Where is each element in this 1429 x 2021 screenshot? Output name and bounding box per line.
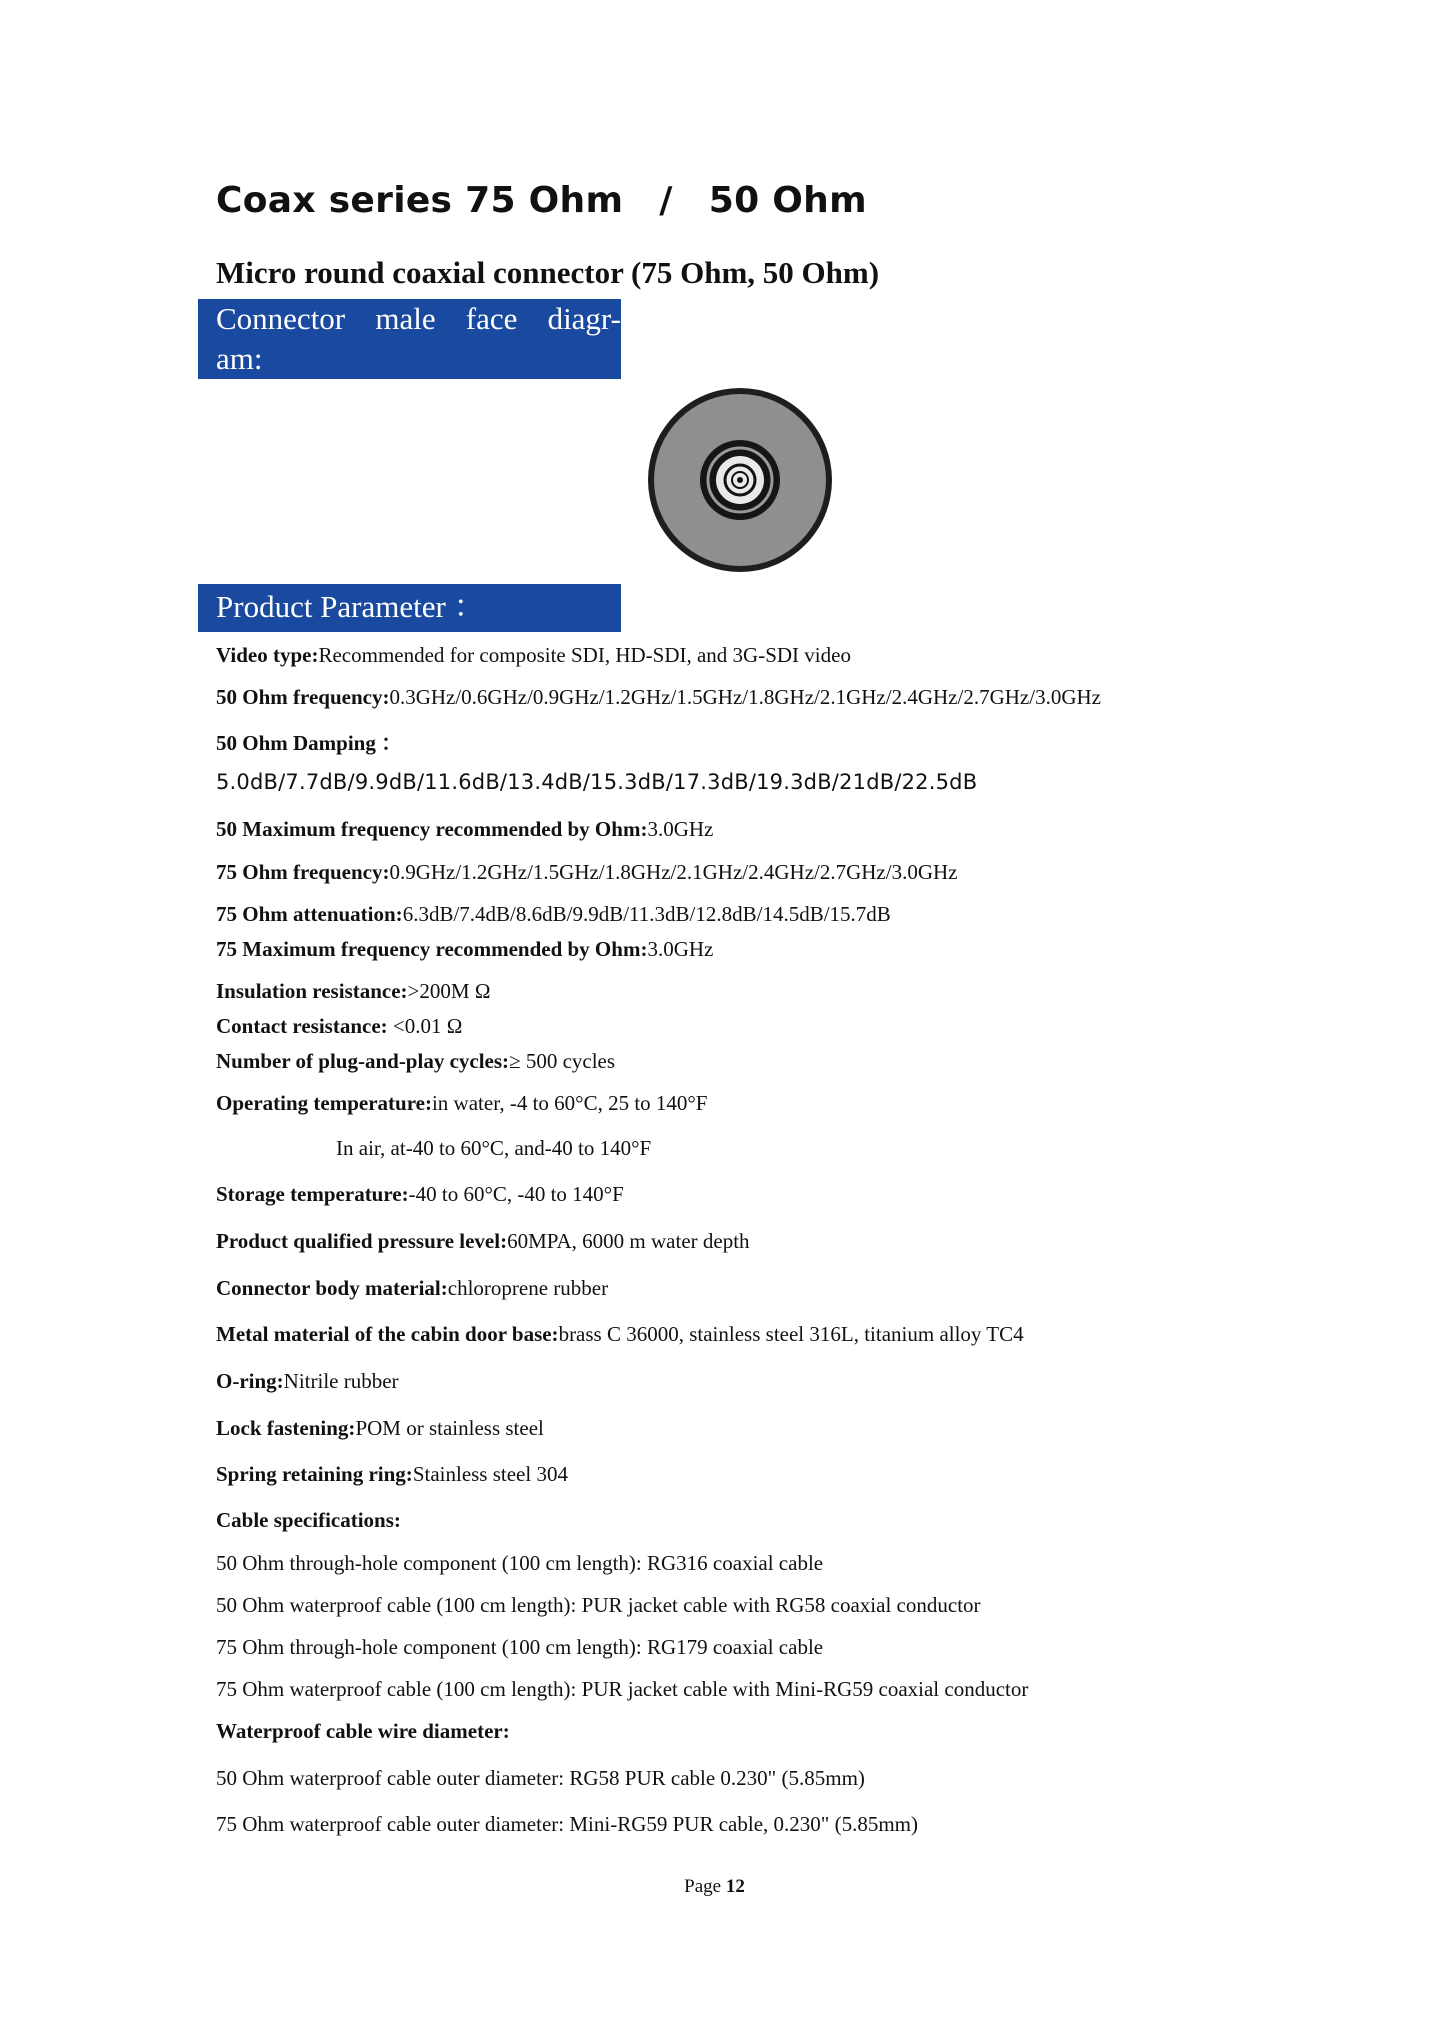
wire-diameter-item: 75 Ohm waterproof cable outer diameter: Mini-RG59 PUR cable, 0.230" (5.85mm) <box>216 1812 918 1836</box>
param-50-max-frequency <box>216 817 713 842</box>
param-label: Video type: <box>216 643 319 667</box>
page-number <box>0 1876 1429 1898</box>
param-metal-material <box>216 1322 1024 1347</box>
param-label: Spring retaining ring: <box>216 1462 413 1486</box>
param-label: O-ring: <box>216 1369 284 1393</box>
section-title-slash: / <box>659 180 673 221</box>
product-parameter-banner: Product Parameter ： <box>198 584 621 632</box>
param-value: 0.9GHz/1.2GHz/1.5GHz/1.8GHz/2.1GHz/2.4GHz/2.7GHz/3.0GHz <box>389 860 958 884</box>
param-label: 75 Ohm attenuation: <box>216 902 403 926</box>
param-value: <0.01 Ω <box>392 1014 463 1038</box>
param-label: Contact resistance: <box>216 1014 393 1038</box>
param-label: Number of plug-and-play cycles: <box>216 1049 510 1073</box>
param-value: brass C 36000, stainless steel 316L, titanium alloy TC4 <box>558 1322 1024 1346</box>
param-label: Lock fastening: <box>216 1416 356 1440</box>
param-pressure-level <box>216 1229 750 1254</box>
param-50-damping-values: 5.0dB/7.7dB/9.9dB/11.6dB/13.4dB/15.3dB/17.3dB/19.3dB/21dB/22.5dB <box>216 770 978 794</box>
param-value: -40 to 60°C, -40 to 140°F <box>408 1182 624 1206</box>
banner-word: Connector <box>216 301 346 336</box>
param-label: 50 Ohm Damping ： <box>216 731 403 755</box>
param-operating-temperature-air: In air, at-40 to 60°C, and-40 to 140°F <box>336 1136 652 1160</box>
param-plug-cycles <box>216 1049 615 1074</box>
param-75-attenuation <box>216 902 891 927</box>
param-value: ≥ 500 cycles <box>509 1049 616 1073</box>
param-label: Metal material of the cabin door base: <box>216 1322 559 1346</box>
wire-diameter-item: 50 Ohm waterproof cable outer diameter: RG58 PUR cable 0.230" (5.85mm) <box>216 1766 865 1790</box>
param-value: 6.3dB/7.4dB/8.6dB/9.9dB/11.3dB/12.8dB/14.5dB/15.7dB <box>402 902 891 926</box>
param-label: Insulation resistance: <box>216 979 408 1003</box>
param-50-damping <box>216 727 402 757</box>
connector-face-image <box>645 385 835 575</box>
param-lock-fastening <box>216 1416 544 1441</box>
banner-word: male <box>375 301 436 336</box>
param-label: Cable specifications: <box>216 1508 401 1532</box>
param-o-ring <box>216 1369 399 1394</box>
param-value: Nitrile rubber <box>283 1369 399 1393</box>
cable-spec-item: 75 Ohm through-hole component (100 cm length): RG179 coaxial cable <box>216 1635 824 1659</box>
connector-pin-center <box>737 477 743 483</box>
banner-word: face <box>465 301 518 336</box>
param-storage-temperature <box>216 1182 624 1207</box>
param-video-type <box>216 643 851 668</box>
param-spring-ring <box>216 1462 568 1487</box>
param-contact-resistance <box>216 1014 462 1039</box>
page-subtitle: Micro round coaxial connector (75 Ohm, 50 Ohm) <box>216 255 880 290</box>
param-label: Storage temperature: <box>216 1182 409 1206</box>
param-wire-diameter <box>216 1719 510 1744</box>
param-value: 3.0GHz <box>647 817 714 841</box>
param-value: 0.3GHz/0.6GHz/0.9GHz/1.2GHz/1.5GHz/1.8GHz/2.1GHz/2.4GHz/2.7GHz/3.0GHz <box>389 685 1101 709</box>
param-insulation-resistance <box>216 979 490 1004</box>
param-value: 3.0GHz <box>647 937 714 961</box>
section-title-left: Coax series 75 Ohm <box>216 180 624 221</box>
param-label: 50 Ohm frequency: <box>216 685 390 709</box>
param-label: Waterproof cable wire diameter: <box>216 1719 510 1743</box>
connector-diagram-banner-line2: am: <box>216 341 263 376</box>
connector-diagram-banner <box>198 299 621 379</box>
param-label: 75 Ohm frequency: <box>216 860 390 884</box>
cable-spec-item: 50 Ohm through-hole component (100 cm length): RG316 coaxial cable <box>216 1551 824 1575</box>
param-75-max-frequency <box>216 937 713 962</box>
section-title <box>216 180 867 221</box>
param-label: 75 Maximum frequency recommended by Ohm: <box>216 937 648 961</box>
connector-diagram-banner-line1 <box>216 299 621 339</box>
cable-spec-item: 50 Ohm waterproof cable (100 cm length): PUR jacket cable with RG58 coaxial conductor <box>216 1593 981 1617</box>
param-50-frequency <box>216 685 1101 710</box>
param-label: 50 Maximum frequency recommended by Ohm: <box>216 817 648 841</box>
param-value: Recommended for composite SDI, HD-SDI, and 3G-SDI video <box>318 643 851 667</box>
page-number-value: 12 <box>725 1876 745 1897</box>
param-value: in water, -4 to 60°C, 25 to 140°F <box>431 1091 708 1115</box>
param-value: 60MPA, 6000 m water depth <box>507 1229 750 1253</box>
banner-word: diagr- <box>547 301 621 336</box>
param-value: >200M Ω <box>407 979 491 1003</box>
cable-spec-item: 75 Ohm waterproof cable (100 cm length): PUR jacket cable with Mini-RG59 coaxial conductor <box>216 1677 1029 1701</box>
param-value: POM or stainless steel <box>355 1416 544 1440</box>
param-label: Product qualified pressure level: <box>216 1229 508 1253</box>
param-75-frequency <box>216 860 958 885</box>
param-cable-specifications <box>216 1508 401 1533</box>
param-label: Connector body material: <box>216 1276 448 1300</box>
page-number-label: Page <box>684 1876 726 1897</box>
param-operating-temperature <box>216 1091 708 1116</box>
param-value: chloroprene rubber <box>447 1276 609 1300</box>
param-value: Stainless steel 304 <box>412 1462 568 1486</box>
param-label: Operating temperature: <box>216 1091 432 1115</box>
section-title-right: 50 Ohm <box>708 180 867 221</box>
param-body-material <box>216 1276 608 1301</box>
